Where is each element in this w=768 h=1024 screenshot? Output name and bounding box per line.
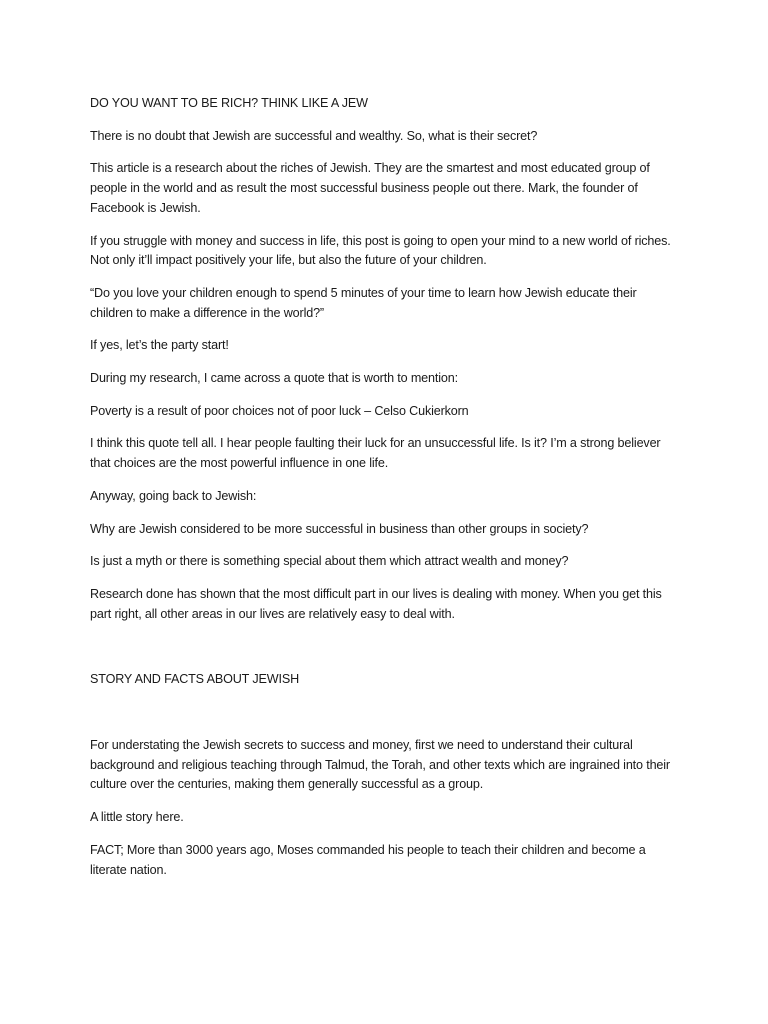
paragraph-party-start: If yes, let’s the party start!	[90, 338, 229, 353]
document-title: DO YOU WANT TO BE RICH? THINK LIKE A JEW	[90, 96, 368, 110]
paragraph-article-research: This article is a research about the riches of Jewish. They are the smartest and most educated group of people in the world and as result the most successful business people out there. Mark, the founder of Facebook is Jewish.	[90, 161, 650, 215]
paragraph-intro-question: There is no doubt that Jewish are successful and wealthy. So, what is their secret?	[90, 128, 538, 143]
paragraph-back-to-jewish: Anyway, going back to Jewish:	[90, 488, 257, 503]
document-page	[90, 94, 680, 893]
paragraph-little-story: A little story here.	[90, 810, 184, 825]
section-heading-story-facts: STORY AND FACTS ABOUT JEWISH	[90, 672, 300, 687]
paragraph-fact-moses: FACT; More than 3000 years ago, Moses commanded his people to teach their children and become a literate nation.	[90, 842, 646, 877]
paragraph-research-money: Research done has shown that the most difficult part in our lives is dealing with money. When you get this part right, all other areas in our lives are relatively easy to deal with.	[90, 586, 662, 621]
paragraph-cultural-background: For understating the Jewish secrets to success and money, first we need to understand their cultural background and religious teaching through Talmud, the Torah, and other texts which are ingrained into their culture over the centuries, making them generally successful as a group.	[90, 738, 670, 792]
paragraph-quote-opinion: I think this quote tell all. I hear people faulting their luck for an unsuccessful life. Is it? I’m a strong believer that choices are the most powerful influence in one life.	[90, 436, 661, 471]
paragraph-why-successful: Why are Jewish considered to be more successful in business than other groups in society?	[90, 521, 589, 536]
paragraph-quote-question: “Do you love your children enough to spend 5 minutes of your time to learn how Jewish educate their children to make a difference in the world?”	[90, 285, 637, 320]
paragraph-poverty-quote: Poverty is a result of poor choices not of poor luck – Celso Cukierkorn	[90, 403, 469, 418]
paragraph-struggle-money: If you struggle with money and success in life, this post is going to open your mind to a new world of riches. Not only it’ll impact positively your life, but also the future of your children.	[90, 233, 671, 268]
paragraph-research-quote: During my research, I came across a quote that is worth to mention:	[90, 371, 458, 386]
paragraph-myth-question: Is just a myth or there is something special about them which attract wealth and money?	[90, 554, 569, 569]
